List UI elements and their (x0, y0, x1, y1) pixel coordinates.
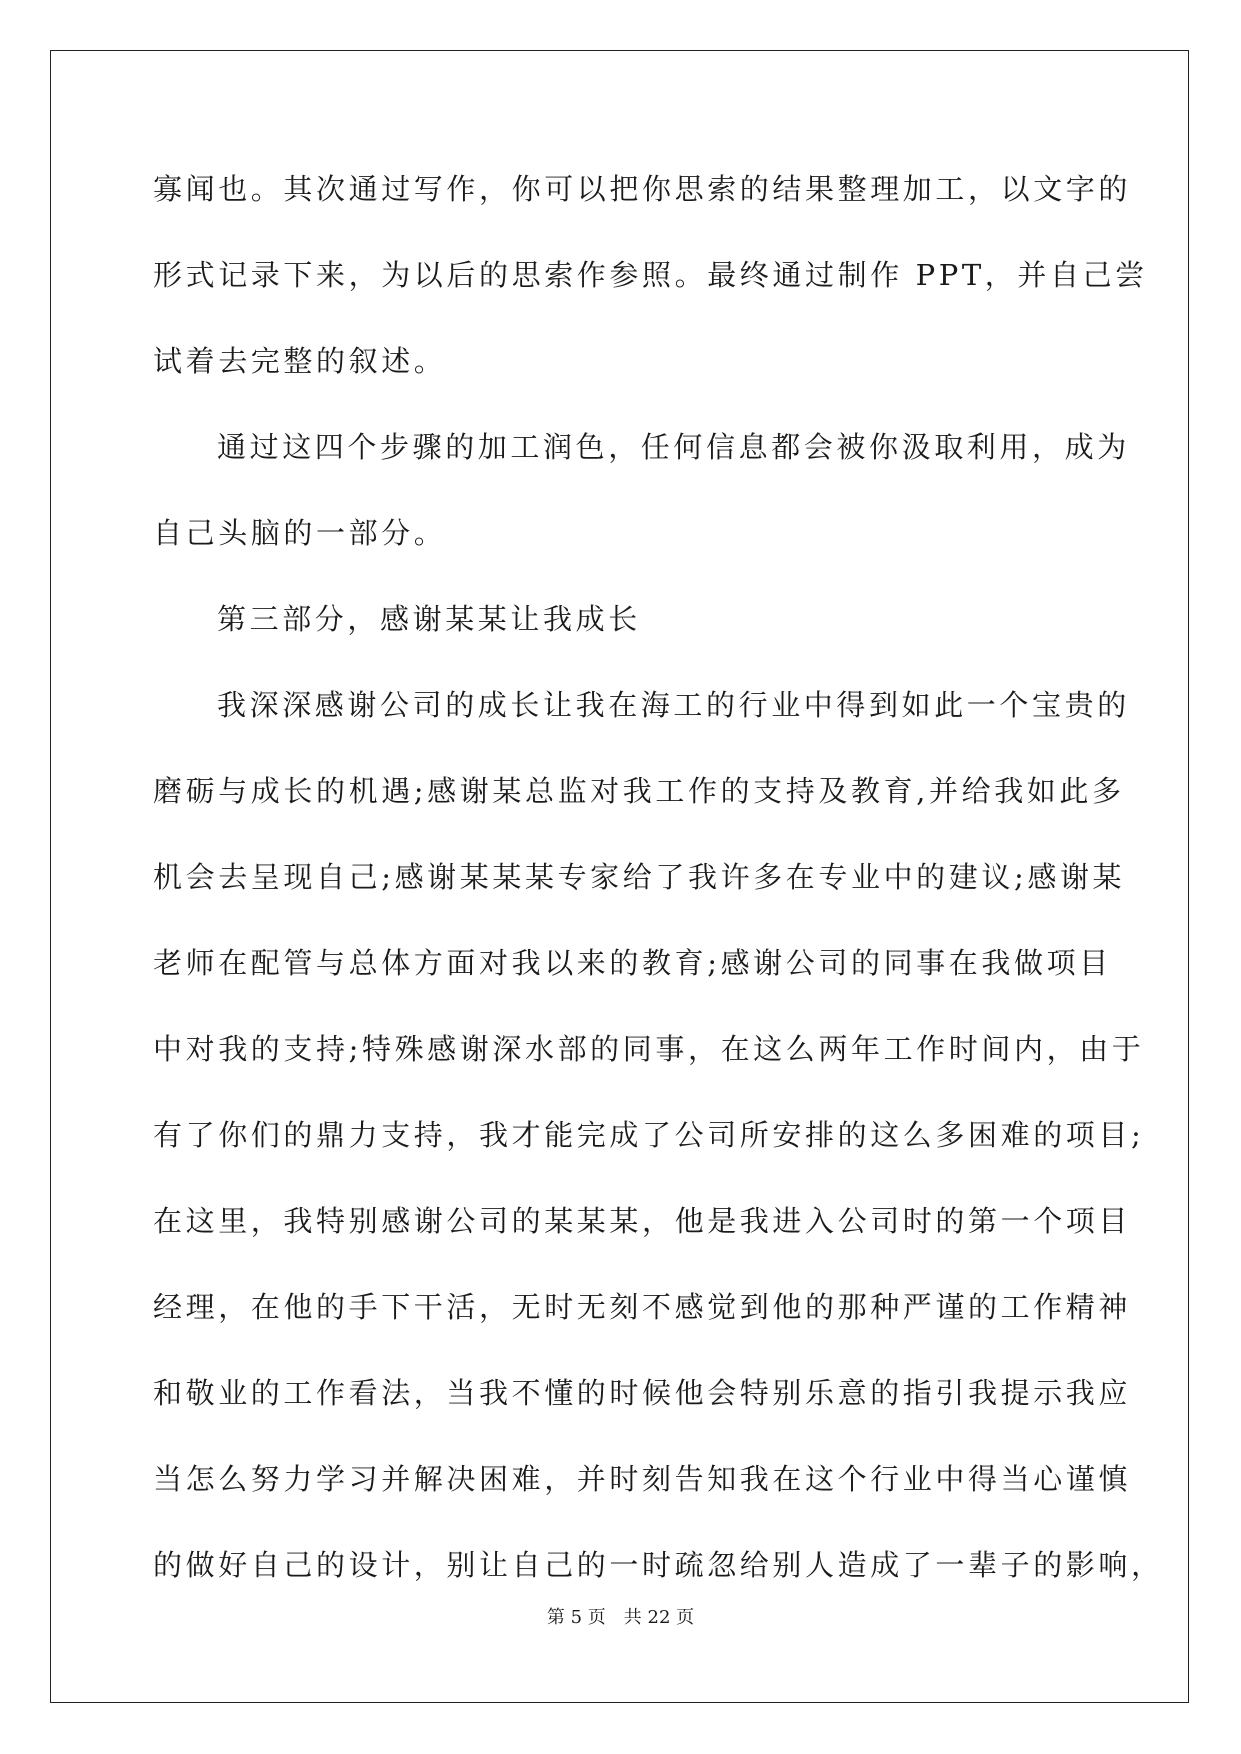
text-line: 当怎么努力学习并解决困难，并时刻告知我在这个行业中得当心谨慎 (153, 1462, 1132, 1496)
text-line: 老师在配管与总体方面对我以来的教育;感谢公司的同事在我做项目 (153, 946, 1112, 980)
text-line: 中对我的支持;特殊感谢深水部的同事，在这么两年工作时间内，由于 (153, 1032, 1145, 1066)
paragraph-start: 通过这四个步骤的加工润色，任何信息都会被你汲取利用，成为 (217, 430, 1130, 464)
text-line: 试着去完整的叙述。 (153, 344, 447, 378)
section-heading: 第三部分，感谢某某让我成长 (217, 602, 641, 636)
document-body (153, 157, 1164, 1619)
text-line: 有了你们的鼎力支持，我才能完成了公司所安排的这么多困难的项目; (153, 1118, 1145, 1152)
text-line: 寡闻也。其次通过写作，你可以把你思索的结果整理加工，以文字的 (153, 172, 1132, 206)
paragraph-start: 我深深感谢公司的成长让我在海工的行业中得到如此一个宝贵的 (217, 688, 1130, 722)
text-line: 机会去呈现自己;感谢某某某专家给了我许多在专业中的建议;感谢某 (153, 860, 1126, 894)
text-line: 自己头脑的一部分。 (153, 516, 447, 550)
text-line: 磨砺与成长的机遇;感谢某总监对我工作的支持及教育,并给我如此多 (153, 774, 1125, 808)
text-line: 和敬业的工作看法，当我不懂的时候他会特别乐意的指引我提示我应 (153, 1376, 1132, 1410)
text-line: 形式记录下来，为以后的思索作参照。最终通过制作 PPT，并自己尝 (153, 258, 1148, 292)
text-line: 的做好自己的设计，别让自己的一时疏忽给别人造成了一辈子的影响， (153, 1548, 1164, 1582)
text-line: 经理，在他的手下干活，无时无刻不感觉到他的那种严谨的工作精神 (153, 1290, 1132, 1324)
page-number-footer: 第 5 页 共 22 页 (546, 1607, 695, 1628)
text-line: 在这里，我特别感谢公司的某某某，他是我进入公司时的第一个项目 (153, 1204, 1132, 1238)
